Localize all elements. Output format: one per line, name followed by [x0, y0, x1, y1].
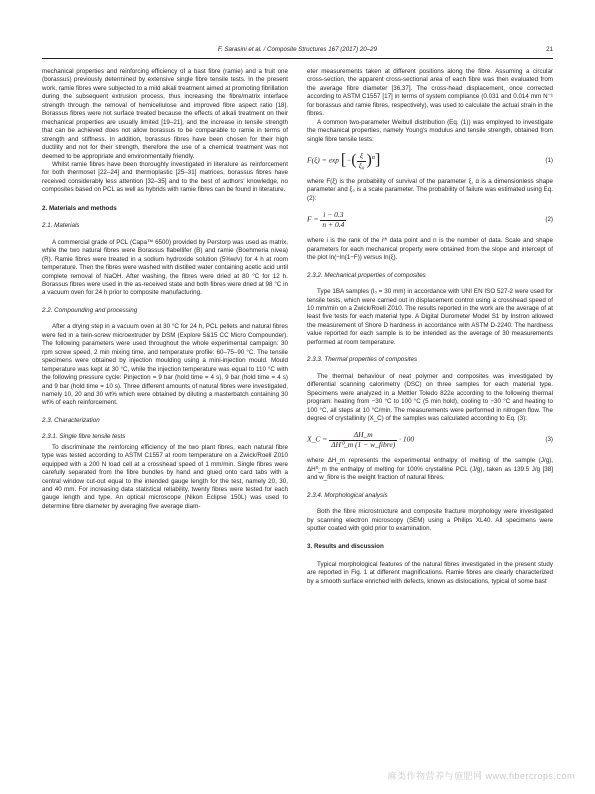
eq2-numerator: i − 0.3: [320, 211, 346, 220]
left-column: [42, 68, 288, 511]
equation-3: [307, 431, 553, 449]
eq1-exponent: α: [371, 154, 376, 162]
section-2-heading: 2. Materials and methods: [42, 204, 117, 212]
fibre-tests-paragraph: To discriminate the reinforcing efficiency of the two plant fibres, each natural fibre type was tested according to ASTM C1557 at room temperature on a Zwick/Roell Z010 equipped with a 200 N load cell at a crosshead speed of 1 mm/min. Single fibres were carefully separated from the fibre bundles by hand and glued onto card tabs with a central window cut-out equal to the intended gauge length for the test, namely 20, 30, and 40 mm. For increasing data statistical reliability, twenty fibres were tested for each gauge length and type. An optical microscope (Nikon Eclipse 150L) was used to determine fibre diameter by averaging five average diam-: [42, 443, 288, 510]
eq2-number: (2): [545, 216, 553, 224]
intro-paragraph-1: mechanical properties and reinforcing efficiency of a bast fibre (ramie) and a fruit one (borassus) previously determined by extensive single fibre tensile tests. In the present work, ramie fibres were subjected to a mild alkali treatment aimed at promoting fibrillation during the subsequent extrusion process, thus increasing the fibre/matrix interface strength through the removal of hemicellulose and improved fibre aspect ratio [18]. Borassus fibres were not surface treated because the effects of alkali treatment on their mechanical properties are usually limited [19–21], and the increase in tensile strength that can be achieved does not allow borassus to be comparable to ramie in terms of strength and stiffness. In addition, borassus fibres have been chosen for their high ductility and not for their strength, therefore the use of a chemical treatment was not deemed to be appropriate and environmentally friendly.: [42, 68, 288, 160]
equation-2: [307, 211, 553, 229]
eq1-lhs: F(ξ) = exp: [307, 155, 340, 165]
header-rule: [42, 58, 553, 59]
continued-paragraph: eter measurements taken at different positions along the fibre. Assuming a circular cross-section, the apparent cross-sectional area of each fibre was then evaluated from the average fibre diameter [36,37]. The cross-head displacement, once corrected according to ASTM C1557 [17] in terms of system compliance (0.031 and 0.014 mm N⁻¹ for borassus and ramie fibres, respectively), was used to calculate the actual strain in the fibres.: [307, 68, 553, 118]
eq1-number: (1): [545, 156, 553, 164]
eq3-denominator: ΔH⁰_m (1 − w_fibre): [331, 439, 396, 449]
materials-paragraph: A commercial grade of PCL (Capa™ 6500) provided by Perstorp was used as matrix, while the two natural fibres were Borassus flabellifer (B) and ramie (Boehmeria nivea) (R). Ramie fibres were treated in a sodium hydroxide solution (5%w/v) for 4 h at room temperature. Then the fibres were washed with distilled water containing acetic acid until complete removal of NaOH. After washing, the fibres were dried at 80 °C for 12 h. Borassus fibres were used in the as-received state and both fibres were dried at 98 °C in a vacuum oven for 24 h prior to composite manufacturing.: [42, 238, 288, 297]
processing-paragraph: After a drying step in a vacuum oven at 30 °C for 24 h, PCL pellets and natural fibres were fed in a twin-screw microextruder by DSM (Explore 5&15 CC Micro Compounder). The following parameters were used throughout the whole experimental campaign: 30 rpm screw speed, 2 min mixing time, and temperature profile: 60–75–90 °C. The tensile specimens were obtained by injection moulding using a mini-injection mould. Mould temperature was kept at 30 °C, while the injection temperature was equal to 110 °C with the following pressure cycle: Pinjection = 9 bar (hold time = 4 s), 9 bar (hold time = 4 s) and 9 bar (hold time = 10 s). Three different amounts of natural fibres were investigated, namely 10, 20 and 30 wt% which were obtained by diluting a masterbatch containing 30 wt% of each reinforcement.: [42, 323, 288, 407]
section-3-heading: 3. Results and discussion: [307, 543, 384, 551]
section-2-3-4-heading: 2.3.4. Morphological analysis: [307, 491, 388, 499]
eq2-explanation: where i is the rank of the iᵗʰ data point and n is the number of data. Scale and shape parameters for each mechanical property were obtained from the slope and intercept of the plot ln(−ln(1−F)) versus ln(ξ).: [307, 237, 553, 262]
section-2-3-1-heading: 2.3.1. Single fibre tensile tests: [42, 433, 126, 441]
watermark: 麻类作物营养与施肥网 www.fibercrops.com: [387, 771, 575, 781]
thermal-paragraph: The thermal behaviour of neat polymer and composites was investigated by differential scanning calorimetry (DSC) on three samples for each material type. Specimens were analyzed in a Mettler Toledo 822e according to the following thermal program: heating from −30 °C to 100 °C (5 min hold), cooling to −30 °C and heating to 100 °C, all steps at 10 °C/min. The measurements were performed in nitrogen flow. The degree of crystallinity (X_C) of the samples was calculated according to Eq. (3):: [307, 372, 553, 422]
eq3-explanation: where ΔH_m represents the experimental enthalpy of melting of the sample (J/g), ΔH⁰_m the enthalpy of melting for 100% crystalline PCL (J/g), taken as 139.5 J/g [38] and w_fibre is the weight fraction of natural fibres.: [307, 457, 553, 482]
mechanical-paragraph: Type 1BA samples (l₀ = 30 mm) in accordance with UNI EN ISO 527-2 were used for tensile tests, which were carried out in displacement control using a crosshead speed of 10 mm/min on a Zwick/Roell Z010. The results reported in the work are the average of at least five tests for each material type. A Digital Durometer Model S1 by Instron allowed the measurement of Shore D hardness in accordance with ASTM D-2240. The hardness value reported for each sample is to be intended as the average of 30 measurements performed at room temperature.: [307, 288, 553, 346]
running-header: [42, 46, 553, 53]
intro-paragraph-2: Whilst ramie fibres have been thoroughly investigated in literature as reinforcement for both thermoset [22–24] and thermoplastic [25–31] matrices, borassus fibres have received considerably less attention [32–35] and to the best of authors' knowledge, no composites based on PCL as well as hybrids with ramie fibres can be found in literature.: [42, 160, 288, 194]
section-2-3-heading: 2.3. Characterization: [42, 416, 100, 424]
page-number: 21: [546, 46, 553, 53]
equation-1: F(ξ) = exp [−( $\frac{\xi}{\text{ξ₀}}$ )$^\alpha$] (1): [307, 151, 553, 170]
eq1-denominator: ξ₀: [358, 160, 365, 170]
section-2-2-heading: 2.2. Compounding and processing: [42, 306, 138, 314]
eq3-number: (3): [545, 436, 553, 444]
eq3-lhs: X_C =: [307, 435, 328, 445]
journal-citation: F. Sarasini et al. / Composite Structures 167 (2017) 20–29: [217, 46, 378, 53]
results-paragraph: Typical morphological features of the natural fibres investigated in the present study are reported in Fig. 1 at different magnifications. Ramie fibres are clearly characterized by a smooth surface enriched with defects, known as dislocations, typical of some bast: [307, 560, 553, 585]
eq1-numerator: ξ: [357, 152, 367, 161]
section-2-3-3-heading: 2.3.3. Thermal properties of composites: [307, 356, 418, 364]
eq2-lhs: F =: [307, 215, 319, 225]
section-2-3-2-heading: 2.3.2. Mechanical properties of composites: [307, 271, 426, 279]
morphology-paragraph: Both the fibre microstructure and composite fracture morphology were investigated by scanning electron microscopy (SEM) using a Philips XL40. All specimens were sputter coated with gold prior to examination.: [307, 508, 553, 533]
eq3-tail: · 100: [399, 435, 415, 445]
eq1-explanation: where F(ξ) is the probability of survival of the parameter ξ, α is a dimensionless shape parameter and ξ₀ is a scale parameter. The probability of failure was estimated using Eq. (2):: [307, 177, 553, 202]
section-2-1-heading: 2.1. Materials: [42, 222, 80, 230]
eq3-numerator: ΔH_m: [329, 431, 397, 440]
weibull-paragraph: A common two-parameter Weibull distribution (Eq. (1)) was employed to investigate the mechanical properties, namely Young's modulus and tensile strength, obtained from single fibre tensile tests:: [307, 118, 553, 143]
right-column: [307, 68, 553, 586]
eq2-denominator: n + 0.4: [322, 219, 345, 229]
